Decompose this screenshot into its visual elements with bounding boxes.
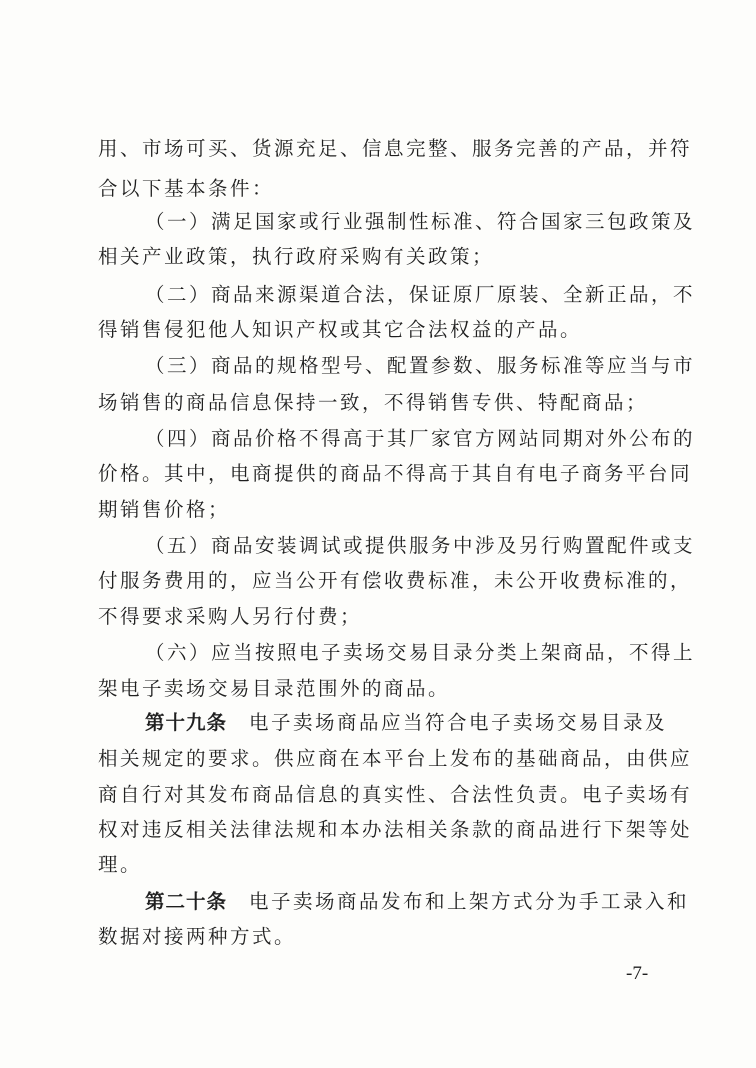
text-line: 得销售侵犯他人知识产权或其它合法权益的产品。: [98, 318, 583, 341]
text-line: 场销售的商品信息保持一致，不得销售专供、特配商品；: [98, 391, 649, 414]
text-line: 理。: [98, 853, 143, 876]
text-line: 不得要求采购人另行付费；: [98, 605, 363, 628]
text-line: （四）商品价格不得高于其厂家官方网站同期对外公布的: [145, 427, 696, 450]
text-line: 权对违反相关法律法规和本办法相关条款的商品进行下架等处: [98, 818, 693, 841]
page-number: -7-: [626, 963, 649, 984]
text-line: （三）商品的规格型号、配置参数、服务标准等应当与市: [145, 354, 696, 377]
text-line: 商自行对其发布商品信息的真实性、合法性负责。电子卖场有: [98, 783, 693, 806]
article-20-heading: 第二十条: [145, 890, 228, 913]
text-line: 价格。其中，电商提供的商品不得高于其自有电子商务平台同: [98, 462, 693, 485]
text-line: （六）应当按照电子卖场交易目录分类上架商品，不得上: [145, 641, 696, 664]
text-line: 相关产业政策，执行政府采购有关政策；: [98, 245, 495, 268]
text-line: 合以下基本条件：: [98, 177, 275, 200]
text-line: 期销售价格；: [98, 498, 231, 521]
text-line: 用、市场可买、货源充足、信息完整、服务完善的产品，并符: [98, 137, 693, 160]
article-19-first-text: 电子卖场商品应当符合电子卖场交易目录及: [249, 711, 668, 734]
article-20-first-line: [145, 889, 689, 915]
text-line: （五）商品安装调试或提供服务中涉及另行购置配件或支: [145, 534, 696, 557]
article-19-heading: 第十九条: [145, 711, 228, 734]
text-line: （一）满足国家或行业强制性标准、符合国家三包政策及: [145, 210, 696, 233]
text-line: 架电子卖场交易目录范围外的商品。: [98, 677, 451, 700]
article-20-first-text: 电子卖场商品发布和上架方式分为手工录入和: [249, 890, 690, 913]
text-line: 数据对接两种方式。: [98, 925, 297, 948]
text-line: 相关规定的要求。供应商在本平台上发布的基础商品，由供应: [98, 747, 693, 770]
article-19-first-line: [145, 710, 667, 736]
text-line: 付服务费用的，应当公开有偿收费标准，未公开收费标准的，: [98, 569, 693, 592]
text-line: （二）商品来源渠道合法，保证原厂原装、全新正品，不: [145, 283, 696, 306]
